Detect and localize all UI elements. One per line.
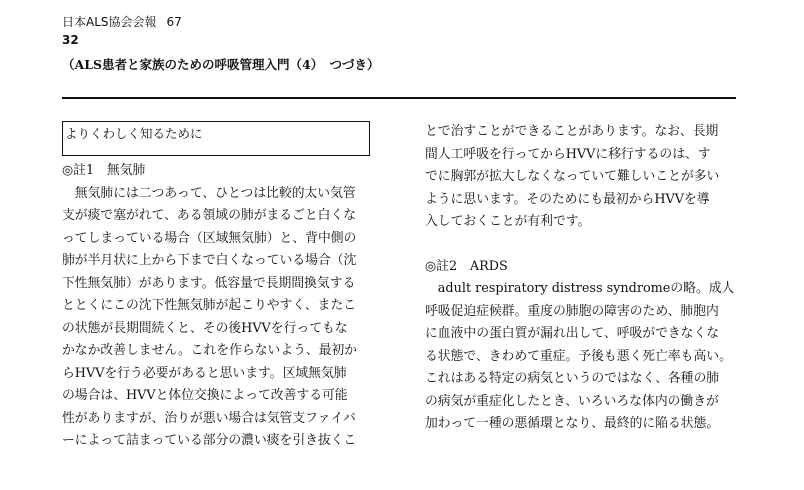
text-line: でに胸郭が拡大しなくなっていて難しいことが多い (425, 169, 720, 184)
section-title: よりくわしく知るために (65, 126, 203, 141)
text-line: の場合は、HVVと体位交換によって改善する可能 (62, 388, 348, 403)
right-column (425, 121, 745, 436)
text-line: の病気が重症化したとき、いろいろな体内の働きが (425, 393, 719, 409)
issue-number: 67 (166, 15, 182, 29)
text-line: ってしまっている場合（区域無気肺）と、背中側の (62, 230, 357, 246)
text-line: 呼吸促迫症候群。重度の肺胞の障害のため、肺胞内 (425, 303, 719, 319)
text-line: 入しておくことが有利です。 (425, 214, 591, 229)
text-line: 肺が半月状に上から下まで白くなっている場合（沈 (62, 253, 357, 268)
newsletter-title: 日本ALS協会会報 (62, 15, 157, 29)
text-line: これはある特定の病気というのではなく、各種の肺 (425, 371, 720, 386)
text-line: ーによって詰まっている部分の濃い痰を引き抜くこ (62, 433, 357, 448)
section-title-box (62, 121, 370, 156)
newsletter-header (62, 13, 182, 30)
text-line: 下性無気肺）があります。低容量で長期間換気する (62, 275, 356, 291)
text-line: に血液中の蛋白質が漏れ出して、呼吸ができなくな (425, 326, 720, 341)
text-line: らHVVを行う必要があると思います。区域無気肺 (62, 365, 347, 381)
note1-heading: ◎註1 無気肺 (62, 163, 146, 178)
header-rule (62, 97, 736, 99)
text-line: adult respiratory distress syndromeの略。成人 (425, 281, 735, 296)
left-column (62, 160, 382, 453)
text-line: ように思います。そのためにも最初からHVVを導 (425, 191, 710, 207)
text-line: ととくにこの沈下性無気肺が起こりやすく、またこ (62, 298, 357, 313)
text-line: とで治すことができることがあります。なお、長期 (425, 124, 719, 139)
note2-heading: ◎註2 ARDS (425, 258, 508, 274)
text-line: 加わって一種の悪循環となり、最終的に陥る状態。 (425, 416, 720, 431)
text-line: の状態が長期間続くと、その後HVVを行ってもな (62, 320, 348, 336)
text-line: 支が痰で塞がれて、ある領域の肺がまるごと白くな (62, 208, 357, 223)
text-line: かなか改善しません。これを作らないよう、最初か (62, 343, 358, 358)
paragraph-gap (425, 234, 745, 256)
text-line: 間人工呼吸を行ってからHVVに移行するのは、す (425, 146, 711, 162)
text-line: 無気肺には二つあって、ひとつは比較的太い気管 (62, 185, 356, 201)
page-number: 32 (62, 33, 79, 47)
text-line: 性がありますが、治りが悪い場合は気管支ファイバ (62, 410, 356, 426)
text-line: る状態で、きわめて重症。予後も悪く死亡率も高い。 (425, 348, 732, 364)
series-title: （ALS患者と家族のための呼吸管理入門（4） つづき） (62, 57, 380, 72)
